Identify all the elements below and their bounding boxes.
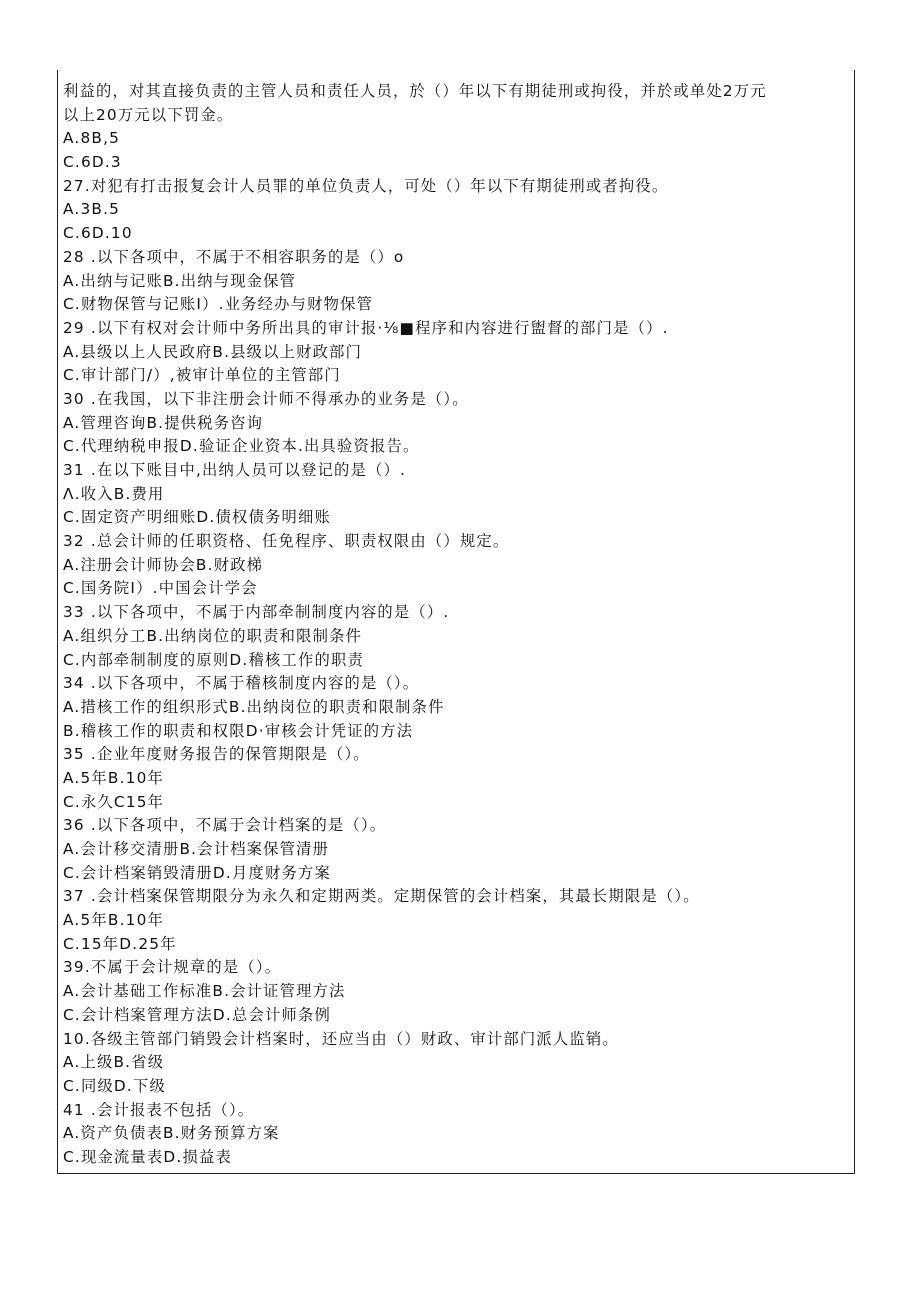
text-line: C.会计档案管理方法D.总会计师条例 <box>63 1005 331 1024</box>
document-frame <box>57 70 855 1174</box>
text-line: 35 .企业年度财务报告的保管期限是（）。 <box>63 745 370 764</box>
text-line: 利益的，对其直接负责的主管人员和责任人员，於（）年以下有期徒刑或拘役，并於或单处2万元 <box>63 82 767 100</box>
text-line: C.固定资产明细账D.债权债务明细账 <box>63 508 331 527</box>
text-line: A.注册会计师协会B.财政梯 <box>63 555 264 574</box>
text-line: 37 .会计档案保管期限分为永久和定期两类。定期保管的会计档案，其最长期限是（）。 <box>63 887 700 906</box>
text-line: A.5年B.10年 <box>63 768 165 787</box>
text-line: 33 .以下各项中，不属于内部牵制制度内容的是（）. <box>63 603 450 622</box>
text-line: A.会计基础工作标准B.会计证管理方法 <box>63 982 346 1001</box>
text-line: 29 .以下有权对会计师中务所出具的审计报·⅛■程序和内容进行盥督的部门是（）. <box>63 318 669 337</box>
text-line: Λ.收入B.费用 <box>63 484 165 503</box>
text-line: C.15年D.25年 <box>63 934 177 953</box>
text-line: A.资产负债表B.财务预算方案 <box>63 1124 280 1143</box>
text-line: 10.各级主管部门销毁会计档案时，还应当由（）财政、审计部门派人监销。 <box>63 1029 619 1048</box>
text-line: 41 .会计报表不包括（）。 <box>63 1100 255 1119</box>
text-line: 31 .在以下账目中,出纳人员可以登记的是（）. <box>63 461 407 479</box>
text-line: 39.不属于会计规章的是（）。 <box>63 958 282 977</box>
text-line: C.现金流量表D.损益表 <box>63 1147 232 1166</box>
text-line: 36 .以下各项中，不属于会计档案的是（）。 <box>63 816 387 835</box>
text-line: 以上20万元以下罚金。 <box>63 105 234 124</box>
text-line: C.6D.10 <box>63 224 133 243</box>
text-line: B.稽核工作的职责和权限D·审核会计凭证的方法 <box>63 721 414 740</box>
text-line: C.审计部门/）,被审计单位的主管部门 <box>63 366 341 385</box>
text-line: C.国务院I）.中国会计学会 <box>63 579 258 598</box>
text-line: C.代理纳税申报D.验证企业资本.出具验资报告。 <box>63 437 420 456</box>
text-line: A.县级以上人民政府B.县级以上财政部门 <box>63 342 363 361</box>
text-line: A.3B.5 <box>63 200 121 219</box>
text-line: A.组织分工B.出纳岗位的职责和限制条件 <box>63 626 363 645</box>
text-line: 27.对犯有打击报复会计人员罪的单位负责人，可处（）年以下有期徒刑或者拘役。 <box>63 176 669 195</box>
text-line: C.内部牵制制度的原则D.稽核工作的职责 <box>63 650 364 669</box>
text-line: 30 .在我国，以下非注册会计师不得承办的业务是（）。 <box>63 389 469 408</box>
text-line: A.管理咨询B.提供税务咨询 <box>63 413 264 432</box>
text-line: A.8B,5 <box>63 129 121 148</box>
text-line: A.上级B.省级 <box>63 1053 165 1072</box>
text-line: A.5年B.10年 <box>63 911 165 930</box>
text-line: A.会计移交清册B.会计档案保管清册 <box>63 840 330 858</box>
text-line: C.6D.3 <box>63 153 122 172</box>
text-line: A.措核工作的组织形式B.出纳岗位的职责和限制条件 <box>63 697 445 716</box>
text-line: C.财物保管与记账I）.业务经办与财物保管 <box>63 295 374 314</box>
text-line: 34 .以下各项中，不属于稽核制度内容的是（）。 <box>63 674 420 693</box>
text-line: C.会计档案销毁清册D.月度财务方案 <box>63 863 331 882</box>
text-line: A.出纳与记账B.出纳与现金保管 <box>63 271 297 290</box>
text-line: C.同级D.下级 <box>63 1076 166 1095</box>
text-line: 28 .以下各项中，不属于不相容职务的是（）o <box>63 247 405 266</box>
text-line: 32 .总会计师的任职资格、任免程序、职责权限由（）规定。 <box>63 532 510 551</box>
text-line: C.永久C15年 <box>63 792 165 811</box>
